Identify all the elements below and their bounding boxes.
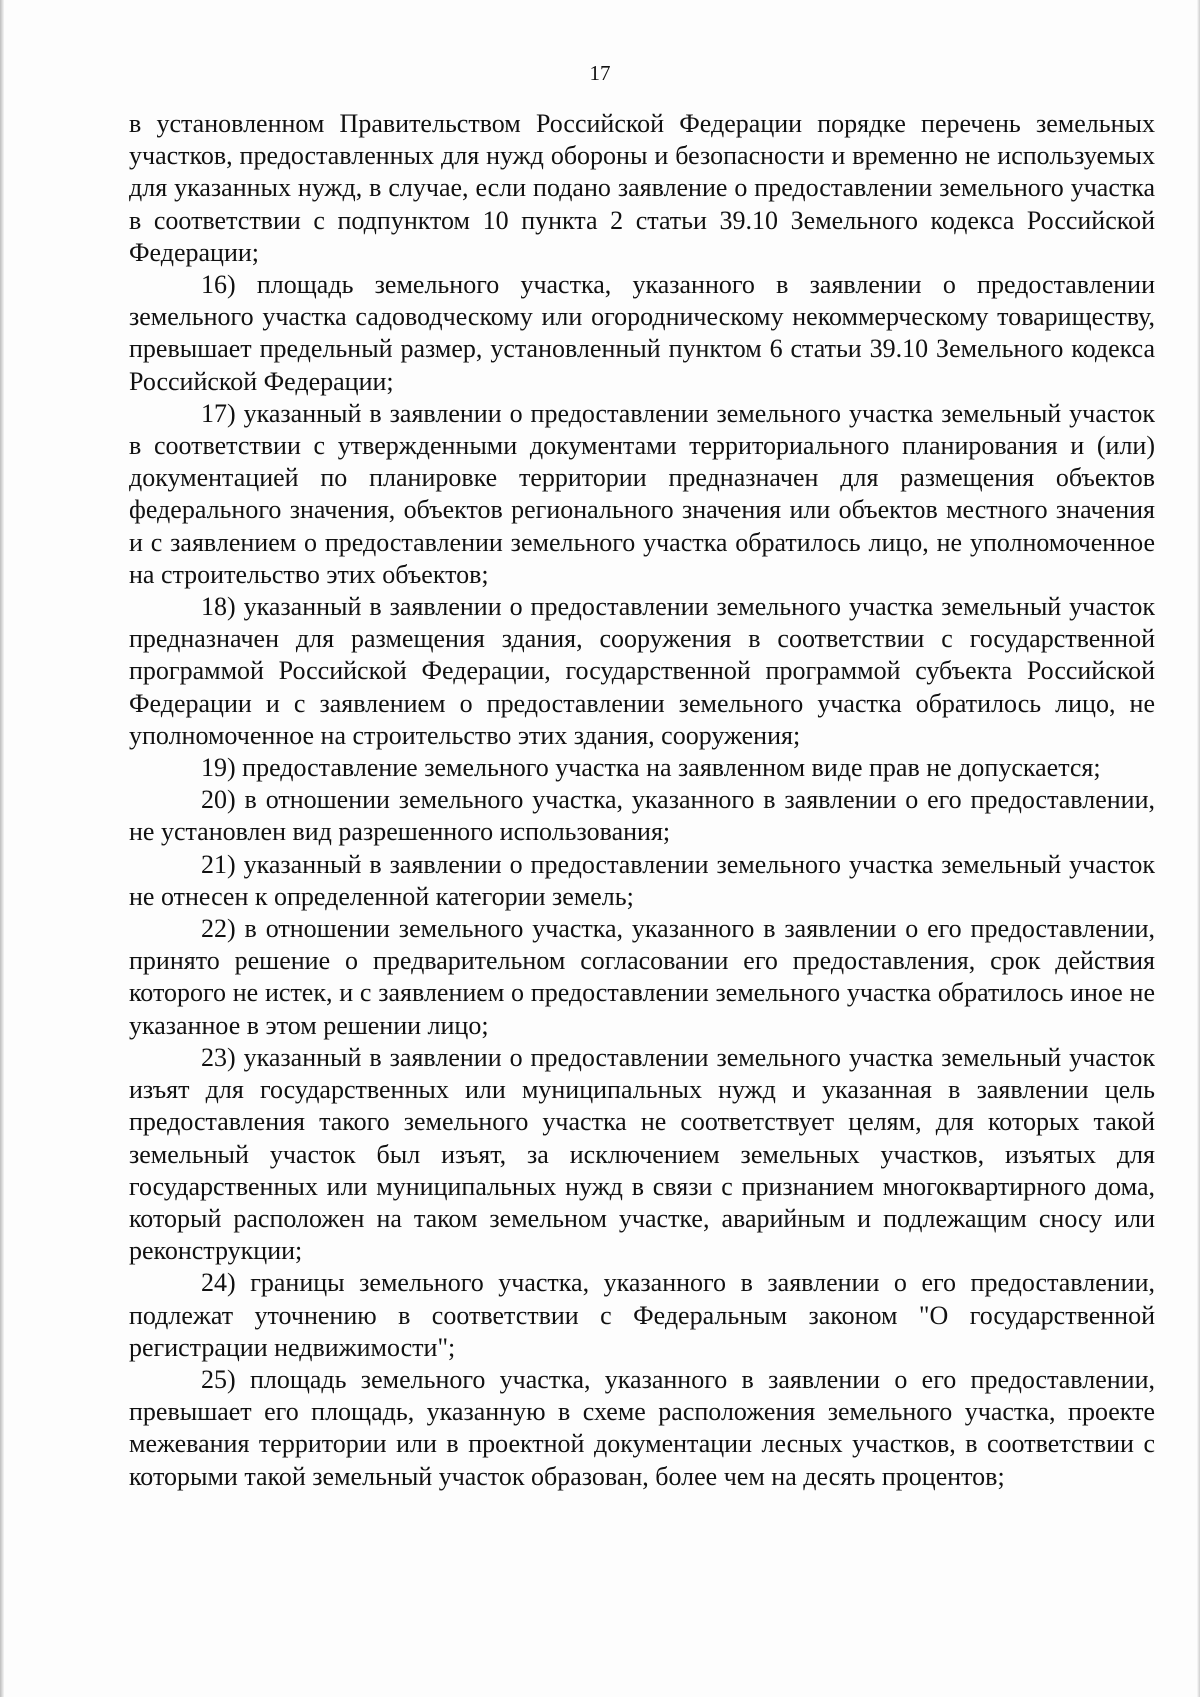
list-item-17: 17) указанный в заявлении о предоставлении земельного участка земельный участок в соответствии с утвержденными документами территориального планирования и (или) документацией по планировке территории предназначен для размещения объектов федерального значения, объектов регионального значения или объектов местного значения и с заявлением о предоставлении земельного участка обратилось лицо, не уполномоченное на строительство этих объектов; — [129, 398, 1155, 589]
page-number: 17 — [589, 61, 611, 85]
list-item-24: 24) границы земельного участка, указанного в заявлении о его предоставлении, подлежат уточнению в соответствии с Федеральным законом "О государственной регистрации недвижимости"; — [129, 1268, 1155, 1362]
list-item-25: 25) площадь земельного участка, указанного в заявлении о его предоставлении, превышает его площадь, указанную в схеме расположения земельного участка, проекте межевания территории или в проектной документации лесных участков, в соответствии с которыми такой земельный участок образован, более чем на десять процентов; — [129, 1364, 1155, 1491]
list-item-16: 16) площадь земельного участка, указанного в заявлении о предоставлении земельного участка садоводческому или огородническому некоммерческому товариществу, превышает предельный размер, установленный пунктом 6 статьи 39.10 Земельного кодекса Российской Федерации; — [129, 270, 1155, 396]
list-item-20: 20) в отношении земельного участка, указанного в заявлении о его предоставлении, не установлен вид разрешенного использования; — [129, 785, 1155, 847]
scan-edge-left — [0, 0, 4, 1697]
list-item-19: 19) предоставление земельного участка на заявленном виде прав не допускается; — [201, 753, 1101, 783]
paragraph-continuation: в установленном Правительством Российской Федерации порядке перечень земельных участков, предоставленных для нужд обороны и безопасности и временно не используемых для указанных нужд, в случае, если подано заявление о предоставлении земельного участка в соответствии с подпунктом 10 пункта 2 статьи 39.10 Земельного кодекса Российской Федерации; — [129, 109, 1155, 267]
list-item-18: 18) указанный в заявлении о предоставлении земельного участка земельный участок предназначен для размещения здания, сооружения в соответствии с государственной программой Российской Федерации, государственной программой субъекта Российской Федерации и с заявлением о предоставлении земельного участка обратилось лицо, не уполномоченное на строительство этих здания, сооружения; — [129, 592, 1155, 750]
list-item-21: 21) указанный в заявлении о предоставлении земельного участка земельный участок не отнесен к определенной категории земель; — [129, 849, 1155, 911]
list-item-22: 22) в отношении земельного участка, указанного в заявлении о его предоставлении, принято решение о предварительном согласовании его предоставления, срок действия которого не истек, и с заявлением о предоставлении земельного участка обратилось иное не указанное в этом решении лицо; — [129, 914, 1155, 1040]
list-item-23: 23) указанный в заявлении о предоставлении земельного участка земельный участок изъят для государственных или муниципальных нужд и указанная в заявлении цель предоставления такого земельного участка не соответствует целям, для которых такой земельный участок был изъят, за исключением земельных участков, изъятых для государственных или муниципальных нужд в связи с признанием многоквартирного дома, который расположен на таком земельном участке, аварийным и подлежащим сносу или реконструкции; — [129, 1042, 1155, 1266]
document-body — [129, 108, 1155, 1493]
